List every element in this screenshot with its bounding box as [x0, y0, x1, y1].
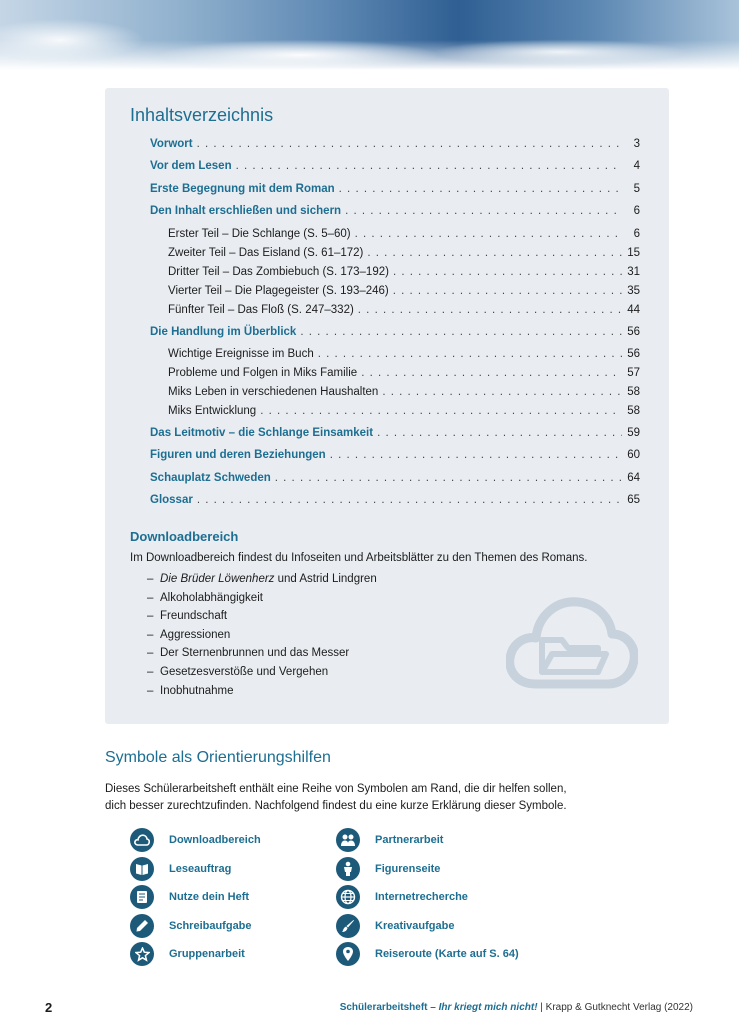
- toc-page: 60: [627, 449, 640, 462]
- toc-leader: [382, 386, 622, 398]
- toc-entry[interactable]: [150, 183, 640, 205]
- toc-leader: [339, 183, 622, 195]
- toc-leader: [377, 427, 622, 439]
- toc-subentry[interactable]: [150, 386, 640, 405]
- download-item-text: Alkoholabhängigkeit: [160, 591, 263, 604]
- group-icon: [130, 942, 154, 966]
- symbols-intro-line: dich besser zurechtzufinden. Nachfolgend findest du eine kurze Erklärung dieser Symbole.: [105, 800, 567, 812]
- toc-entry-label: Wichtige Ereignisse im Buch: [168, 347, 314, 360]
- toc-entry-label: Fünfter Teil – Das Floß (S. 247–332): [168, 303, 354, 316]
- toc-entry[interactable]: [150, 494, 640, 516]
- toc-entry-label: Miks Leben in verschiedenen Haushalten: [168, 385, 379, 398]
- symbol-item: [130, 826, 261, 855]
- symbol-label: Internetrecherche: [375, 891, 468, 904]
- download-item-text: und Astrid Lindgren: [274, 573, 377, 585]
- toc-page: 58: [627, 404, 640, 417]
- toc-entry-label: Schauplatz Schweden: [150, 471, 271, 484]
- download-item-text: Freundschaft: [160, 610, 228, 623]
- toc-leader: [197, 138, 622, 150]
- symbol-label: Leseauftrag: [169, 862, 232, 875]
- symbols-column-right: [336, 826, 519, 969]
- symbol-item: [336, 855, 519, 884]
- cloud-icon: [130, 828, 154, 852]
- symbol-item: [130, 855, 261, 884]
- toc-page: 6: [633, 205, 640, 218]
- toc-leader: [355, 228, 622, 240]
- map-pin-icon: [336, 942, 360, 966]
- toc-leader: [236, 160, 622, 172]
- pen-icon: [130, 914, 154, 938]
- toc-subentry[interactable]: [150, 348, 640, 367]
- list-dash: –: [147, 684, 154, 697]
- toc-leader: [393, 285, 622, 297]
- toc-subentry[interactable]: [150, 367, 640, 386]
- toc-page: 59: [627, 426, 640, 439]
- toc-entry[interactable]: [150, 449, 640, 471]
- globe-icon: [336, 885, 360, 909]
- list-dash: –: [147, 628, 154, 641]
- symbol-label: Gruppenarbeit: [169, 948, 245, 961]
- toc-entry-label: Zweiter Teil – Das Eisland (S. 61–172): [168, 246, 364, 259]
- toc-leader: [393, 266, 622, 278]
- toc-entry[interactable]: [150, 138, 640, 160]
- symbol-label: Reiseroute (Karte auf S. 64): [375, 948, 519, 961]
- list-dash: –: [147, 665, 154, 678]
- toc-entry-label: Die Handlung im Überblick: [150, 325, 297, 338]
- symbols-column-left: [130, 826, 261, 969]
- toc-subentry[interactable]: [150, 228, 640, 247]
- book-icon: [130, 857, 154, 881]
- download-intro: Im Downloadbereich findest du Infoseiten und Arbeitsblätter zu den Themen des Romans.: [130, 552, 588, 564]
- download-item: [147, 629, 377, 648]
- download-item: [147, 592, 377, 611]
- toc-list: [150, 138, 640, 517]
- download-item: [147, 610, 377, 629]
- toc-page: 56: [627, 325, 640, 338]
- footer-credit: [340, 1002, 693, 1013]
- toc-page: 35: [627, 284, 640, 297]
- symbol-label: Figurenseite: [375, 862, 441, 875]
- toc-subentry[interactable]: [150, 247, 640, 266]
- footer-publisher: | Krapp & Gutknecht Verlag (2022): [537, 1002, 693, 1013]
- toc-page: 56: [627, 347, 640, 360]
- toc-page: 58: [627, 385, 640, 398]
- toc-entry-label: Miks Entwicklung: [168, 404, 257, 417]
- toc-entry-label: Dritter Teil – Das Zombiebuch (S. 173–192): [168, 265, 389, 278]
- toc-leader: [300, 326, 622, 338]
- toc-entry-label: Erster Teil – Die Schlange (S. 5–60): [168, 227, 351, 240]
- download-item-text: Der Sternenbrunnen und das Messer: [160, 647, 350, 660]
- list-dash: –: [147, 573, 154, 585]
- symbol-label: Kreativaufgabe: [375, 919, 455, 932]
- toc-entry-label: Vor dem Lesen: [150, 160, 232, 173]
- toc-leader: [260, 405, 622, 417]
- symbol-label: Partnerarbeit: [375, 834, 444, 847]
- toc-page: 44: [627, 303, 640, 316]
- partner-icon: [336, 828, 360, 852]
- toc-subentry[interactable]: [150, 285, 640, 304]
- toc-entry-label: Figuren und deren Beziehungen: [150, 449, 326, 462]
- toc-leader: [361, 367, 622, 379]
- toc-leader: [358, 304, 622, 316]
- person-icon: [336, 857, 360, 881]
- download-item: [147, 685, 377, 704]
- symbols-intro-line: Dieses Schülerarbeitsheft enthält eine Reihe von Symbolen am Rand, die dir helfen sollen,: [105, 783, 567, 795]
- symbols-intro: [105, 781, 665, 815]
- toc-entry-label: Erste Begegnung mit dem Roman: [150, 182, 335, 195]
- symbols-title: Symbole als Orientierungshilfen: [105, 749, 331, 766]
- list-dash: –: [147, 610, 154, 623]
- toc-leader: [330, 449, 622, 461]
- toc-title: Inhaltsverzeichnis: [130, 105, 274, 125]
- toc-leader: [318, 348, 622, 360]
- toc-entry-label: Den Inhalt erschließen und sichern: [150, 205, 342, 218]
- symbol-item: [336, 826, 519, 855]
- page-number: 2: [45, 1000, 53, 1015]
- toc-subentry[interactable]: [150, 266, 640, 285]
- download-item-text: Aggressionen: [160, 628, 231, 641]
- toc-entry-label: Glossar: [150, 494, 193, 507]
- toc-leader: [197, 494, 622, 506]
- toc-entry[interactable]: [150, 326, 640, 348]
- toc-page: 15: [627, 246, 640, 259]
- download-list: [147, 573, 377, 703]
- download-item: [147, 573, 377, 592]
- toc-page: 6: [633, 227, 640, 240]
- toc-subentry[interactable]: [150, 405, 640, 424]
- symbol-label: Schreibaufgabe: [169, 919, 252, 932]
- toc-subentry[interactable]: [150, 304, 640, 323]
- toc-page: 31: [627, 265, 640, 278]
- toc-entry[interactable]: [150, 472, 640, 494]
- header-banner-fade: [0, 40, 739, 70]
- symbol-item: [336, 940, 519, 969]
- download-item-text: Inobhutnahme: [160, 684, 234, 697]
- toc-page: 57: [627, 366, 640, 379]
- symbol-item: [336, 883, 519, 912]
- toc-leader: [345, 205, 622, 217]
- symbol-item: [130, 940, 261, 969]
- toc-entry-label: Vorwort: [150, 138, 193, 150]
- download-item-italic: Die Brüder Löwenherz: [160, 573, 275, 585]
- notebook-icon: [130, 885, 154, 909]
- toc-leader: [367, 247, 622, 259]
- toc-page: 65: [627, 494, 640, 507]
- symbol-item: [130, 883, 261, 912]
- toc-entry-label: Probleme und Folgen in Miks Familie: [168, 366, 358, 379]
- toc-entry[interactable]: [150, 427, 640, 449]
- footer-book-title: Ihr kriegt mich nicht!: [438, 1002, 538, 1013]
- toc-entry[interactable]: [150, 205, 640, 227]
- toc-page: 64: [627, 471, 640, 484]
- footer-brand: Schülerarbeitsheft: [339, 1002, 428, 1013]
- toc-page: 5: [633, 182, 640, 195]
- toc-page: 4: [633, 160, 640, 173]
- toc-entry-label: Vierter Teil – Die Plagegeister (S. 193–246): [168, 284, 389, 297]
- toc-page: 3: [633, 138, 640, 150]
- symbol-label: Downloadbereich: [169, 834, 261, 847]
- list-dash: –: [147, 647, 154, 660]
- symbol-item: [336, 912, 519, 941]
- download-item-text: Gesetzesverstöße und Vergehen: [160, 665, 329, 678]
- toc-entry[interactable]: [150, 160, 640, 182]
- symbol-label: Nutze dein Heft: [169, 891, 250, 904]
- cloud-folder-icon: [506, 588, 638, 696]
- toc-entry-label: Das Leitmotiv – die Schlange Einsamkeit: [150, 426, 374, 439]
- download-item: [147, 647, 377, 666]
- toc-leader: [275, 472, 622, 484]
- footer-separator: –: [427, 1002, 439, 1013]
- download-item: [147, 666, 377, 685]
- download-section-title: Downloadbereich: [130, 529, 239, 544]
- symbol-item: [130, 912, 261, 941]
- brush-icon: [336, 914, 360, 938]
- list-dash: –: [147, 591, 154, 604]
